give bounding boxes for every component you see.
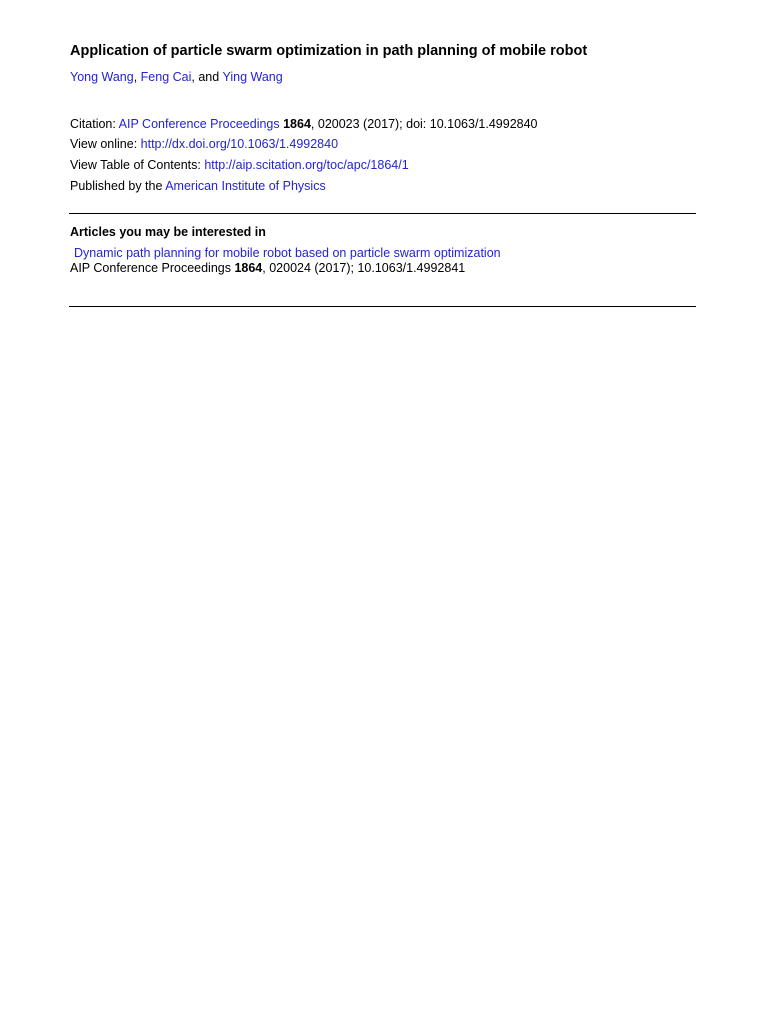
divider-top <box>69 213 696 214</box>
citation-label: Citation: <box>70 117 119 131</box>
author-link[interactable]: Feng Cai <box>140 70 192 84</box>
publisher-link[interactable]: American Institute of Physics <box>165 179 326 193</box>
view-online-label: View online: <box>70 137 141 151</box>
author-list <box>70 70 283 84</box>
citation-details: , 020023 (2017); doi: 10.1063/1.4992840 <box>310 117 538 131</box>
publisher-line <box>70 179 326 193</box>
related-volume: 1864 <box>234 261 263 275</box>
doi-link[interactable]: http://dx.doi.org/10.1063/1.4992840 <box>140 137 339 151</box>
toc-label: View Table of Contents: <box>70 158 205 172</box>
related-articles-heading: Articles you may be interested in <box>70 225 266 239</box>
author-link[interactable]: Yong Wang <box>70 70 134 84</box>
divider-bottom <box>69 306 696 307</box>
publisher-label: Published by the <box>70 179 166 193</box>
toc-link[interactable]: http://aip.scitation.org/toc/apc/1864/1 <box>204 158 409 172</box>
related-article-title <box>74 246 501 260</box>
journal-link[interactable]: AIP Conference Proceedings <box>118 117 280 131</box>
related-article-citation <box>70 261 465 275</box>
citation-line <box>70 117 538 131</box>
view-online-line <box>70 137 338 151</box>
author-link[interactable]: Ying Wang <box>222 70 283 84</box>
toc-line <box>70 158 409 172</box>
related-article-link[interactable]: Dynamic path planning for mobile robot based on particle swarm optimization <box>74 246 501 260</box>
related-journal: AIP Conference Proceedings <box>70 261 235 275</box>
author-separator: , and <box>191 70 223 84</box>
author-separator: , <box>133 70 141 84</box>
citation-volume: 1864 <box>283 117 311 131</box>
related-details: , 020024 (2017); 10.1063/1.4992841 <box>262 261 466 275</box>
article-title: Application of particle swarm optimization in path planning of mobile robot <box>70 43 588 59</box>
